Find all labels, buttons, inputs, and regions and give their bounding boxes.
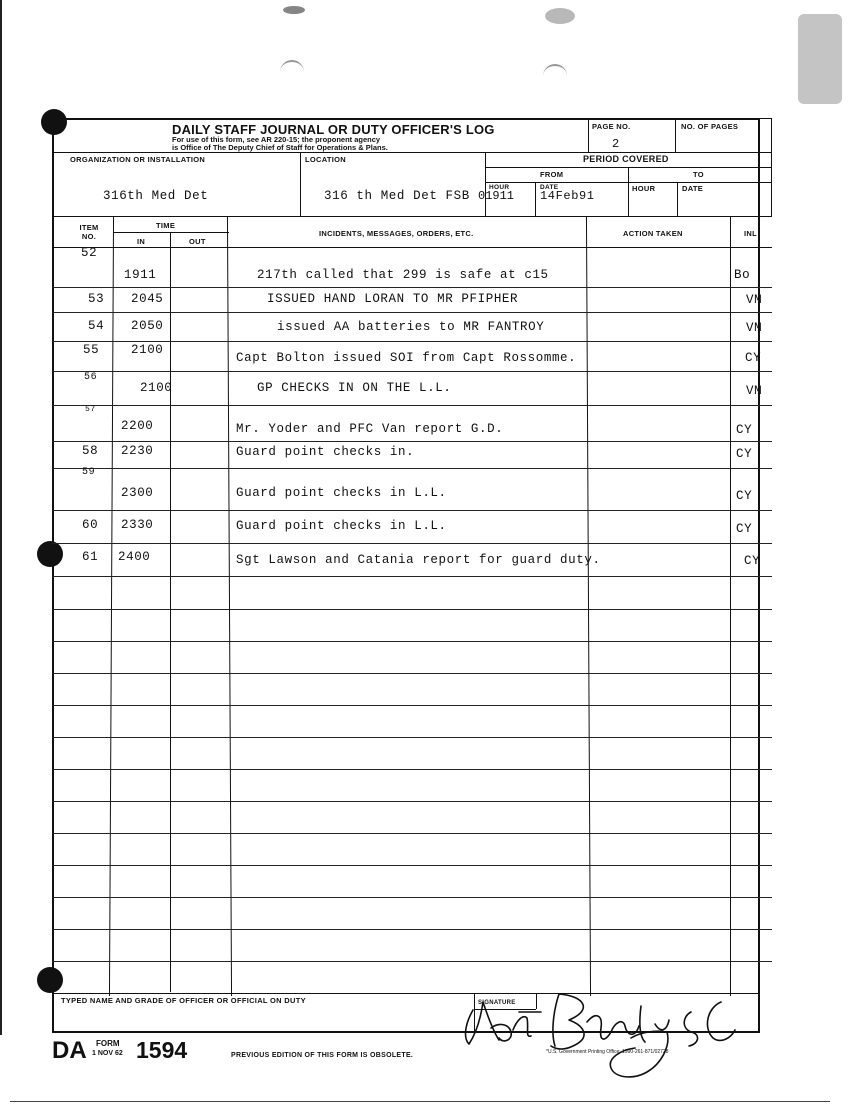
row-rule [52,468,772,469]
row-rule [52,287,772,288]
row-incident: Guard point checks in L.L. [236,486,447,500]
row-initials: Bo [734,268,751,282]
row-incident: GP CHECKS IN ON THE L.L. [257,381,452,395]
signature-image [455,972,755,1084]
rule [730,216,731,996]
row-incident: Sgt Lawson and Catania report for guard duty. [236,553,601,567]
row-item-no: 59 [82,467,96,478]
rule [675,118,676,152]
page-no-label: PAGE NO. [592,122,631,131]
row-item-no: 61 [82,550,99,564]
from-hour-value: 01911 [478,189,515,203]
period-covered-label: PERIOD COVERED [583,154,669,164]
row-time-in: 2050 [131,319,164,333]
col-item-no: ITEM NO. [79,223,99,241]
col-inl: INL [744,229,757,238]
row-incident: ISSUED HAND LORAN TO MR PFIPHER [267,292,519,306]
to-hour-label: HOUR [632,184,656,193]
col-time-in: IN [137,237,146,246]
row-incident: Mr. Yoder and PFC Van report G.D. [236,422,504,436]
from-hour-label: HOUR [489,184,510,191]
row-rule [52,312,772,313]
scan-noise-right [798,14,842,104]
row-rule [52,737,772,738]
row-incident: Capt Bolton issued SOI from Capt Rossomme. [236,351,577,365]
previous-edition-note: PREVIOUS EDITION OF THIS FORM IS OBSOLETE. [231,1052,414,1059]
form-number: 1594 [136,1037,188,1063]
form-subtitle-1: For use of this form, see AR 220-15; the proponent agency [172,135,381,144]
from-date-value: 14Feb91 [540,189,595,203]
period-from-label: FROM [540,170,564,179]
org-label: ORGANIZATION OR INSTALLATION [70,155,206,164]
org-value: 316th Med Det [103,189,209,203]
rule [170,232,171,992]
row-time-in: 2300 [121,486,154,500]
row-rule [52,543,772,544]
row-item-no: 56 [84,372,98,383]
col-time-out: OUT [189,237,206,246]
location-value: 316 th Med Det FSB [324,189,470,203]
row-incident: issued AA batteries to MR FANTROY [277,320,545,334]
scan-edge-left [0,0,2,1035]
row-rule [52,929,772,930]
row-rule [52,865,772,866]
row-item-no: 55 [83,343,100,357]
row-time-in: 2230 [121,444,154,458]
row-time-in: 2330 [121,518,154,532]
row-incident: Guard point checks in. [236,445,415,459]
row-rule [52,609,772,610]
row-rule [52,441,772,442]
row-initials: CY [736,423,753,437]
row-initials: CY [736,447,753,461]
row-initials: CY [736,522,753,536]
rule [52,216,772,217]
to-date-label: DATE [682,184,704,193]
gpo-note: *U.S. Government Printing Office: 1990-261-871/02728 [546,1049,669,1055]
row-item-no: 60 [82,518,99,532]
row-time-in: 2045 [131,292,164,306]
rule [588,118,589,152]
signature-label: SIGNATURE [478,1000,516,1006]
row-rule [52,641,772,642]
form-title: DAILY STAFF JOURNAL OR DUTY OFFICER'S LOG [172,122,495,137]
row-rule [52,961,772,962]
rule [588,118,772,119]
row-item-no: 52 [81,246,98,260]
rule [677,182,678,216]
row-time-in: 2400 [118,550,151,564]
rule [485,152,772,153]
rule [300,152,301,216]
row-time-in: 2200 [121,419,154,433]
row-rule [52,833,772,834]
row-rule [52,341,772,342]
row-initials: CY [736,489,753,503]
row-rule [52,576,772,577]
row-initials: VM [746,321,763,335]
row-incident: 217th called that 299 is safe at c15 [257,268,549,282]
col-time: TIME [156,221,176,230]
scan-speck [283,6,305,14]
row-time-in: 2100 [140,381,173,395]
row-rule [52,769,772,770]
row-incident: Guard point checks in L.L. [236,519,447,533]
rule [535,182,536,216]
col-action-taken: ACTION TAKEN [623,229,683,238]
rule [628,167,629,216]
form-subtitle-2: is Office of The Deputy Chief of Staff for Operations & Plans. [172,143,388,152]
row-rule [52,897,772,898]
row-time-in: 2100 [131,343,164,357]
row-initials: CY [745,351,762,365]
rule [52,247,772,248]
from-date-label: DATE [540,184,559,191]
rule [485,152,486,216]
typed-name-label: TYPED NAME AND GRADE OF OFFICER OR OFFICIAL ON DUTY [61,996,306,1005]
form-da: DA [52,1037,87,1064]
no-of-pages-label: NO. OF PAGES [681,122,739,131]
col-incidents: INCIDENTS, MESSAGES, ORDERS, ETC. [319,229,474,238]
rule [113,232,229,233]
row-rule [52,673,772,674]
form-date: 1 NOV 62 [92,1050,123,1057]
row-rule [52,405,772,406]
row-rule [52,801,772,802]
row-item-no: 57 [85,405,96,414]
scan-speck [545,8,575,24]
period-to-label: TO [693,170,704,179]
row-rule [52,371,772,372]
scan-edge-bottom [10,1101,830,1102]
scan-speck [543,64,567,76]
page-no-value: 2 [612,137,620,151]
row-rule [52,510,772,511]
row-item-no: 58 [82,444,99,458]
row-item-no: 53 [88,292,105,306]
row-item-no: 54 [88,319,105,333]
row-rule [52,705,772,706]
form-label: FORM [96,1039,120,1048]
row-initials: CY [744,554,761,568]
row-initials: VM [746,384,763,398]
location-label: LOCATION [305,155,347,164]
scan-speck [280,60,304,72]
row-time-in: 1911 [124,268,157,282]
row-initials: VM [746,293,763,307]
